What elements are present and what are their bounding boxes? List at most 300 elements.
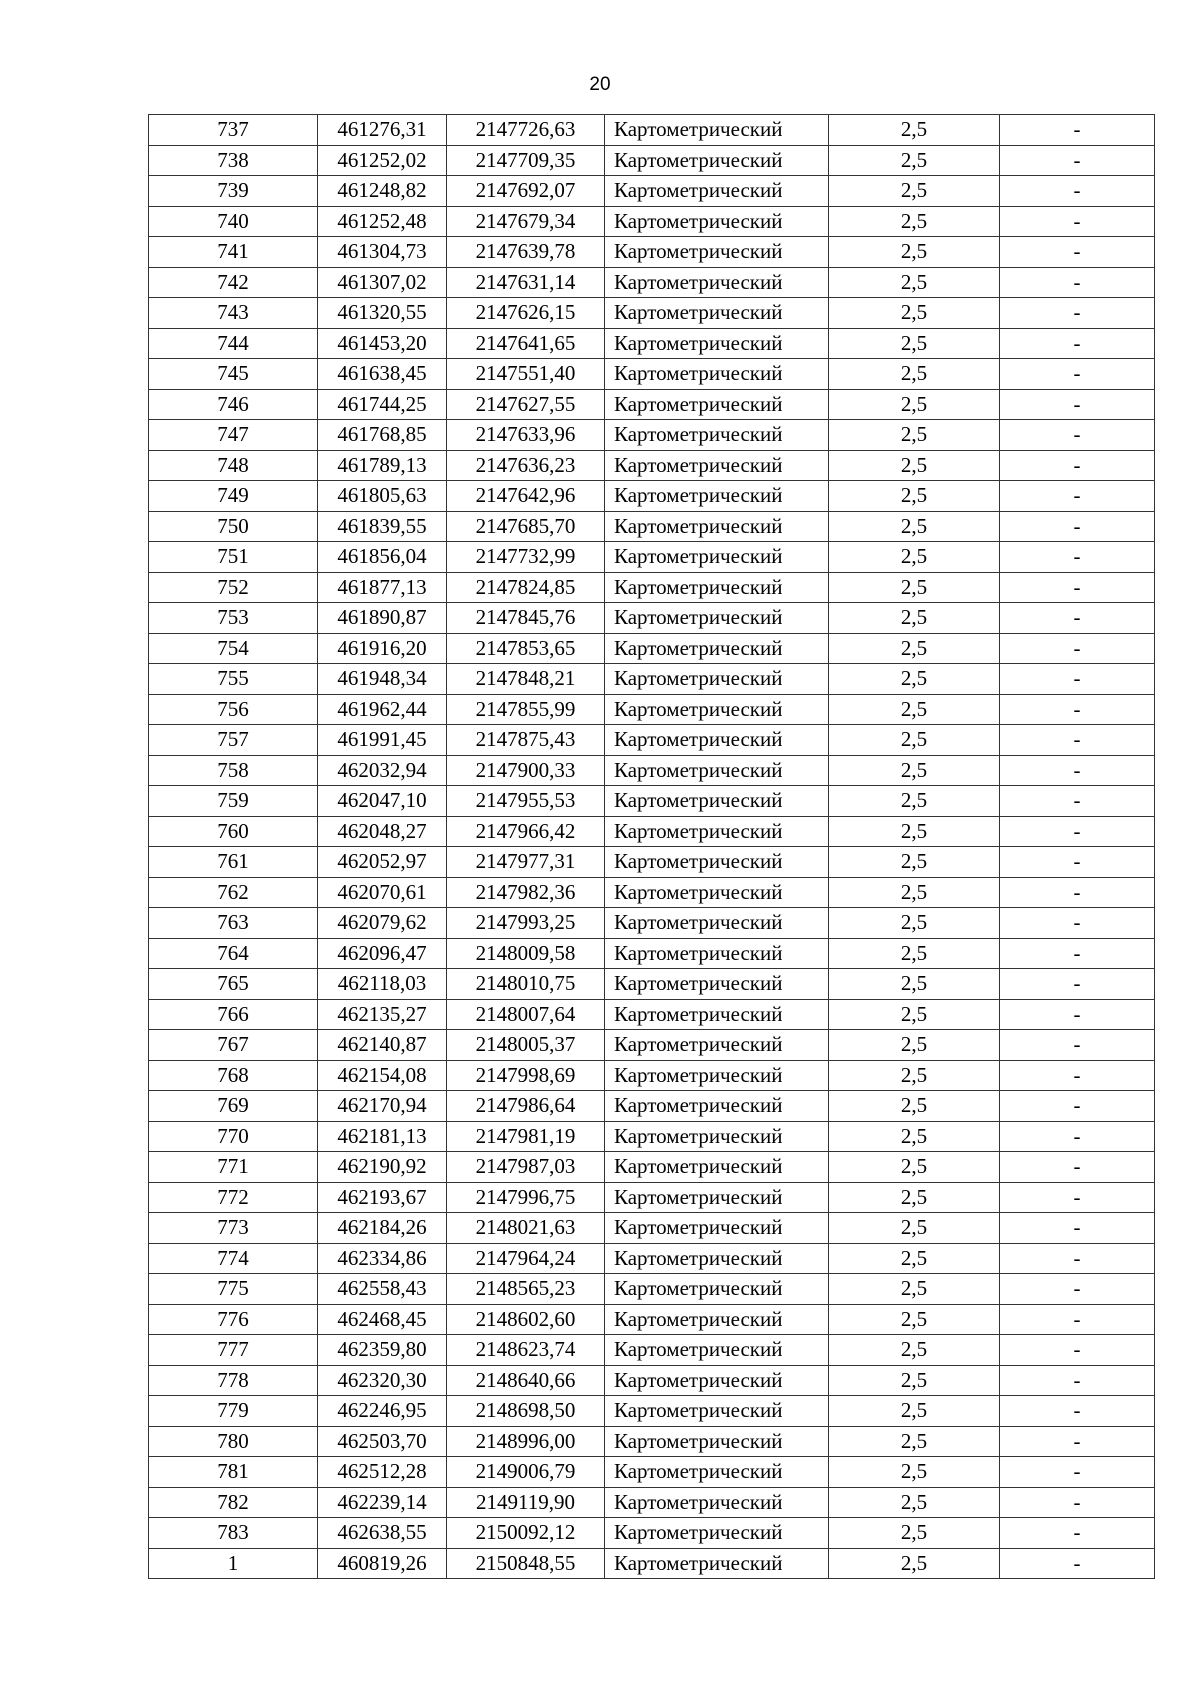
- table-row: [149, 1304, 1155, 1335]
- x-coordinate-cell: 462320,30: [318, 1365, 447, 1396]
- note-cell: -: [1000, 725, 1155, 756]
- x-coordinate-cell: 462181,13: [318, 1121, 447, 1152]
- point-number-cell: 774: [149, 1243, 318, 1274]
- method-cell: Картометрический: [605, 786, 829, 817]
- note-cell: -: [1000, 816, 1155, 847]
- x-coordinate-cell: 461805,63: [318, 481, 447, 512]
- note-cell: -: [1000, 1030, 1155, 1061]
- accuracy-cell: 2,5: [829, 1121, 1000, 1152]
- table-row: [149, 176, 1155, 207]
- point-number-cell: 755: [149, 664, 318, 695]
- method-cell: Картометрический: [605, 267, 829, 298]
- table-row: [149, 206, 1155, 237]
- method-cell: Картометрический: [605, 1060, 829, 1091]
- y-coordinate-cell: 2148009,58: [447, 938, 605, 969]
- point-number-cell: 746: [149, 389, 318, 420]
- y-coordinate-cell: 2147631,14: [447, 267, 605, 298]
- method-cell: Картометрический: [605, 206, 829, 237]
- point-number-cell: 775: [149, 1274, 318, 1305]
- y-coordinate-cell: 2147551,40: [447, 359, 605, 390]
- method-cell: Картометрический: [605, 511, 829, 542]
- method-cell: Картометрический: [605, 1213, 829, 1244]
- accuracy-cell: 2,5: [829, 1335, 1000, 1366]
- note-cell: -: [1000, 847, 1155, 878]
- y-coordinate-cell: 2147639,78: [447, 237, 605, 268]
- note-cell: -: [1000, 267, 1155, 298]
- x-coordinate-cell: 462334,86: [318, 1243, 447, 1274]
- table-row: [149, 877, 1155, 908]
- table-row: [149, 237, 1155, 268]
- x-coordinate-cell: 462048,27: [318, 816, 447, 847]
- method-cell: Картометрический: [605, 1182, 829, 1213]
- x-coordinate-cell: 462170,94: [318, 1091, 447, 1122]
- method-cell: Картометрический: [605, 1518, 829, 1549]
- x-coordinate-cell: 462190,92: [318, 1152, 447, 1183]
- accuracy-cell: 2,5: [829, 664, 1000, 695]
- x-coordinate-cell: 460819,26: [318, 1548, 447, 1579]
- note-cell: -: [1000, 359, 1155, 390]
- method-cell: Картометрический: [605, 542, 829, 573]
- y-coordinate-cell: 2147982,36: [447, 877, 605, 908]
- y-coordinate-cell: 2147848,21: [447, 664, 605, 695]
- accuracy-cell: 2,5: [829, 1548, 1000, 1579]
- x-coordinate-cell: 462154,08: [318, 1060, 447, 1091]
- point-number-cell: 754: [149, 633, 318, 664]
- x-coordinate-cell: 462184,26: [318, 1213, 447, 1244]
- table-row: [149, 420, 1155, 451]
- table-row: [149, 1426, 1155, 1457]
- table-row: [149, 1243, 1155, 1274]
- method-cell: Картометрический: [605, 664, 829, 695]
- x-coordinate-cell: 461320,55: [318, 298, 447, 329]
- note-cell: -: [1000, 1091, 1155, 1122]
- method-cell: Картометрический: [605, 1365, 829, 1396]
- point-number-cell: 743: [149, 298, 318, 329]
- y-coordinate-cell: 2148021,63: [447, 1213, 605, 1244]
- point-number-cell: 737: [149, 115, 318, 146]
- y-coordinate-cell: 2147679,34: [447, 206, 605, 237]
- table-row: [149, 389, 1155, 420]
- point-number-cell: 747: [149, 420, 318, 451]
- point-number-cell: 782: [149, 1487, 318, 1518]
- method-cell: Картометрический: [605, 1091, 829, 1122]
- y-coordinate-cell: 2147955,53: [447, 786, 605, 817]
- point-number-cell: 767: [149, 1030, 318, 1061]
- coordinates-table-body: [149, 115, 1155, 1579]
- accuracy-cell: 2,5: [829, 267, 1000, 298]
- method-cell: Картометрический: [605, 938, 829, 969]
- y-coordinate-cell: 2147626,15: [447, 298, 605, 329]
- note-cell: -: [1000, 633, 1155, 664]
- note-cell: -: [1000, 206, 1155, 237]
- y-coordinate-cell: 2147964,24: [447, 1243, 605, 1274]
- point-number-cell: 756: [149, 694, 318, 725]
- note-cell: -: [1000, 420, 1155, 451]
- x-coordinate-cell: 461789,13: [318, 450, 447, 481]
- y-coordinate-cell: 2147966,42: [447, 816, 605, 847]
- point-number-cell: 778: [149, 1365, 318, 1396]
- table-row: [149, 1121, 1155, 1152]
- note-cell: -: [1000, 572, 1155, 603]
- note-cell: -: [1000, 938, 1155, 969]
- accuracy-cell: 2,5: [829, 847, 1000, 878]
- y-coordinate-cell: 2148623,74: [447, 1335, 605, 1366]
- point-number-cell: 742: [149, 267, 318, 298]
- x-coordinate-cell: 462096,47: [318, 938, 447, 969]
- accuracy-cell: 2,5: [829, 389, 1000, 420]
- table-row: [149, 1213, 1155, 1244]
- method-cell: Картометрический: [605, 877, 829, 908]
- table-row: [149, 298, 1155, 329]
- point-number-cell: 761: [149, 847, 318, 878]
- note-cell: -: [1000, 1304, 1155, 1335]
- method-cell: Картометрический: [605, 1487, 829, 1518]
- y-coordinate-cell: 2147987,03: [447, 1152, 605, 1183]
- accuracy-cell: 2,5: [829, 298, 1000, 329]
- method-cell: Картометрический: [605, 1426, 829, 1457]
- accuracy-cell: 2,5: [829, 908, 1000, 939]
- table-row: [149, 481, 1155, 512]
- note-cell: -: [1000, 511, 1155, 542]
- method-cell: Картометрический: [605, 1030, 829, 1061]
- table-row: [149, 1274, 1155, 1305]
- y-coordinate-cell: 2149006,79: [447, 1457, 605, 1488]
- x-coordinate-cell: 462140,87: [318, 1030, 447, 1061]
- x-coordinate-cell: 462638,55: [318, 1518, 447, 1549]
- accuracy-cell: 2,5: [829, 1152, 1000, 1183]
- accuracy-cell: 2,5: [829, 755, 1000, 786]
- method-cell: Картометрический: [605, 1304, 829, 1335]
- method-cell: Картометрический: [605, 237, 829, 268]
- table-row: [149, 938, 1155, 969]
- point-number-cell: 760: [149, 816, 318, 847]
- x-coordinate-cell: 461962,44: [318, 694, 447, 725]
- point-number-cell: 745: [149, 359, 318, 390]
- y-coordinate-cell: 2147732,99: [447, 542, 605, 573]
- point-number-cell: 753: [149, 603, 318, 634]
- y-coordinate-cell: 2147981,19: [447, 1121, 605, 1152]
- method-cell: Картометрический: [605, 847, 829, 878]
- y-coordinate-cell: 2147824,85: [447, 572, 605, 603]
- note-cell: -: [1000, 481, 1155, 512]
- point-number-cell: 757: [149, 725, 318, 756]
- y-coordinate-cell: 2147709,35: [447, 145, 605, 176]
- point-number-cell: 780: [149, 1426, 318, 1457]
- method-cell: Картометрический: [605, 1274, 829, 1305]
- method-cell: Картометрический: [605, 389, 829, 420]
- x-coordinate-cell: 462135,27: [318, 999, 447, 1030]
- x-coordinate-cell: 461948,34: [318, 664, 447, 695]
- y-coordinate-cell: 2147993,25: [447, 908, 605, 939]
- note-cell: -: [1000, 908, 1155, 939]
- x-coordinate-cell: 461744,25: [318, 389, 447, 420]
- y-coordinate-cell: 2147627,55: [447, 389, 605, 420]
- note-cell: -: [1000, 603, 1155, 634]
- y-coordinate-cell: 2147986,64: [447, 1091, 605, 1122]
- accuracy-cell: 2,5: [829, 999, 1000, 1030]
- x-coordinate-cell: 461768,85: [318, 420, 447, 451]
- y-coordinate-cell: 2148565,23: [447, 1274, 605, 1305]
- note-cell: -: [1000, 542, 1155, 573]
- note-cell: -: [1000, 237, 1155, 268]
- x-coordinate-cell: 462052,97: [318, 847, 447, 878]
- table-row: [149, 786, 1155, 817]
- table-row: [149, 1518, 1155, 1549]
- method-cell: Картометрический: [605, 603, 829, 634]
- point-number-cell: 750: [149, 511, 318, 542]
- note-cell: -: [1000, 298, 1155, 329]
- accuracy-cell: 2,5: [829, 359, 1000, 390]
- accuracy-cell: 2,5: [829, 1457, 1000, 1488]
- x-coordinate-cell: 461856,04: [318, 542, 447, 573]
- accuracy-cell: 2,5: [829, 176, 1000, 207]
- table-row: [149, 1457, 1155, 1488]
- x-coordinate-cell: 461252,48: [318, 206, 447, 237]
- point-number-cell: 781: [149, 1457, 318, 1488]
- y-coordinate-cell: 2147633,96: [447, 420, 605, 451]
- accuracy-cell: 2,5: [829, 694, 1000, 725]
- table-row: [149, 572, 1155, 603]
- x-coordinate-cell: 461839,55: [318, 511, 447, 542]
- accuracy-cell: 2,5: [829, 420, 1000, 451]
- x-coordinate-cell: 461453,20: [318, 328, 447, 359]
- coordinates-table: [148, 114, 1155, 1579]
- y-coordinate-cell: 2148005,37: [447, 1030, 605, 1061]
- table-row: [149, 908, 1155, 939]
- note-cell: -: [1000, 1335, 1155, 1366]
- x-coordinate-cell: 462118,03: [318, 969, 447, 1000]
- accuracy-cell: 2,5: [829, 1426, 1000, 1457]
- accuracy-cell: 2,5: [829, 206, 1000, 237]
- note-cell: -: [1000, 145, 1155, 176]
- accuracy-cell: 2,5: [829, 1365, 1000, 1396]
- table-row: [149, 999, 1155, 1030]
- accuracy-cell: 2,5: [829, 481, 1000, 512]
- table-row: [149, 145, 1155, 176]
- point-number-cell: 759: [149, 786, 318, 817]
- method-cell: Картометрический: [605, 755, 829, 786]
- method-cell: Картометрический: [605, 1396, 829, 1427]
- x-coordinate-cell: 462359,80: [318, 1335, 447, 1366]
- accuracy-cell: 2,5: [829, 969, 1000, 1000]
- table-row: [149, 1487, 1155, 1518]
- note-cell: -: [1000, 1182, 1155, 1213]
- method-cell: Картометрический: [605, 328, 829, 359]
- accuracy-cell: 2,5: [829, 1396, 1000, 1427]
- method-cell: Картометрический: [605, 176, 829, 207]
- method-cell: Картометрический: [605, 420, 829, 451]
- table-row: [149, 847, 1155, 878]
- accuracy-cell: 2,5: [829, 572, 1000, 603]
- x-coordinate-cell: 462512,28: [318, 1457, 447, 1488]
- table-row: [149, 1030, 1155, 1061]
- method-cell: Картометрический: [605, 115, 829, 146]
- point-number-cell: 752: [149, 572, 318, 603]
- y-coordinate-cell: 2148602,60: [447, 1304, 605, 1335]
- point-number-cell: 764: [149, 938, 318, 969]
- y-coordinate-cell: 2147845,76: [447, 603, 605, 634]
- point-number-cell: 751: [149, 542, 318, 573]
- x-coordinate-cell: 461890,87: [318, 603, 447, 634]
- point-number-cell: 766: [149, 999, 318, 1030]
- x-coordinate-cell: 461276,31: [318, 115, 447, 146]
- y-coordinate-cell: 2149119,90: [447, 1487, 605, 1518]
- note-cell: -: [1000, 969, 1155, 1000]
- method-cell: Картометрический: [605, 1121, 829, 1152]
- point-number-cell: 749: [149, 481, 318, 512]
- y-coordinate-cell: 2148996,00: [447, 1426, 605, 1457]
- y-coordinate-cell: 2147996,75: [447, 1182, 605, 1213]
- y-coordinate-cell: 2147642,96: [447, 481, 605, 512]
- accuracy-cell: 2,5: [829, 145, 1000, 176]
- y-coordinate-cell: 2147855,99: [447, 694, 605, 725]
- y-coordinate-cell: 2148698,50: [447, 1396, 605, 1427]
- table-row: [149, 1396, 1155, 1427]
- table-row: [149, 1548, 1155, 1579]
- point-number-cell: 739: [149, 176, 318, 207]
- method-cell: Картометрический: [605, 481, 829, 512]
- note-cell: -: [1000, 1548, 1155, 1579]
- point-number-cell: 762: [149, 877, 318, 908]
- point-number-cell: 763: [149, 908, 318, 939]
- table-row: [149, 1152, 1155, 1183]
- x-coordinate-cell: 462503,70: [318, 1426, 447, 1457]
- accuracy-cell: 2,5: [829, 786, 1000, 817]
- method-cell: Картометрический: [605, 633, 829, 664]
- accuracy-cell: 2,5: [829, 938, 1000, 969]
- y-coordinate-cell: 2147641,65: [447, 328, 605, 359]
- note-cell: -: [1000, 1243, 1155, 1274]
- note-cell: -: [1000, 877, 1155, 908]
- accuracy-cell: 2,5: [829, 1030, 1000, 1061]
- accuracy-cell: 2,5: [829, 1060, 1000, 1091]
- table-row: [149, 664, 1155, 695]
- note-cell: -: [1000, 389, 1155, 420]
- accuracy-cell: 2,5: [829, 633, 1000, 664]
- table-row: [149, 511, 1155, 542]
- x-coordinate-cell: 462032,94: [318, 755, 447, 786]
- table-row: [149, 1091, 1155, 1122]
- note-cell: -: [1000, 176, 1155, 207]
- point-number-cell: 1: [149, 1548, 318, 1579]
- y-coordinate-cell: 2148640,66: [447, 1365, 605, 1396]
- table-row: [149, 1365, 1155, 1396]
- y-coordinate-cell: 2148007,64: [447, 999, 605, 1030]
- y-coordinate-cell: 2147692,07: [447, 176, 605, 207]
- method-cell: Картометрический: [605, 359, 829, 390]
- point-number-cell: 765: [149, 969, 318, 1000]
- x-coordinate-cell: 462193,67: [318, 1182, 447, 1213]
- table-row: [149, 603, 1155, 634]
- accuracy-cell: 2,5: [829, 1274, 1000, 1305]
- method-cell: Картометрический: [605, 694, 829, 725]
- note-cell: -: [1000, 1213, 1155, 1244]
- point-number-cell: 769: [149, 1091, 318, 1122]
- table-row: [149, 1335, 1155, 1366]
- note-cell: -: [1000, 694, 1155, 725]
- method-cell: Картометрический: [605, 969, 829, 1000]
- y-coordinate-cell: 2147998,69: [447, 1060, 605, 1091]
- x-coordinate-cell: 461877,13: [318, 572, 447, 603]
- table-row: [149, 694, 1155, 725]
- x-coordinate-cell: 462558,43: [318, 1274, 447, 1305]
- accuracy-cell: 2,5: [829, 1304, 1000, 1335]
- note-cell: -: [1000, 1365, 1155, 1396]
- point-number-cell: 768: [149, 1060, 318, 1091]
- y-coordinate-cell: 2147900,33: [447, 755, 605, 786]
- note-cell: -: [1000, 450, 1155, 481]
- accuracy-cell: 2,5: [829, 328, 1000, 359]
- point-number-cell: 777: [149, 1335, 318, 1366]
- table-row: [149, 542, 1155, 573]
- x-coordinate-cell: 462246,95: [318, 1396, 447, 1427]
- table-row: [149, 725, 1155, 756]
- note-cell: -: [1000, 786, 1155, 817]
- table-row: [149, 450, 1155, 481]
- accuracy-cell: 2,5: [829, 603, 1000, 634]
- accuracy-cell: 2,5: [829, 1182, 1000, 1213]
- point-number-cell: 741: [149, 237, 318, 268]
- table-row: [149, 267, 1155, 298]
- x-coordinate-cell: 462468,45: [318, 1304, 447, 1335]
- x-coordinate-cell: 461248,82: [318, 176, 447, 207]
- method-cell: Картометрический: [605, 145, 829, 176]
- point-number-cell: 773: [149, 1213, 318, 1244]
- table-row: [149, 328, 1155, 359]
- point-number-cell: 740: [149, 206, 318, 237]
- accuracy-cell: 2,5: [829, 237, 1000, 268]
- y-coordinate-cell: 2147726,63: [447, 115, 605, 146]
- accuracy-cell: 2,5: [829, 816, 1000, 847]
- method-cell: Картометрический: [605, 725, 829, 756]
- note-cell: -: [1000, 115, 1155, 146]
- note-cell: -: [1000, 328, 1155, 359]
- point-number-cell: 738: [149, 145, 318, 176]
- x-coordinate-cell: 461638,45: [318, 359, 447, 390]
- method-cell: Картометрический: [605, 816, 829, 847]
- note-cell: -: [1000, 1487, 1155, 1518]
- note-cell: -: [1000, 1396, 1155, 1427]
- point-number-cell: 748: [149, 450, 318, 481]
- x-coordinate-cell: 462047,10: [318, 786, 447, 817]
- accuracy-cell: 2,5: [829, 1518, 1000, 1549]
- method-cell: Картометрический: [605, 572, 829, 603]
- note-cell: -: [1000, 1426, 1155, 1457]
- point-number-cell: 772: [149, 1182, 318, 1213]
- y-coordinate-cell: 2150092,12: [447, 1518, 605, 1549]
- method-cell: Картометрический: [605, 908, 829, 939]
- point-number-cell: 744: [149, 328, 318, 359]
- y-coordinate-cell: 2147977,31: [447, 847, 605, 878]
- x-coordinate-cell: 462070,61: [318, 877, 447, 908]
- note-cell: -: [1000, 1152, 1155, 1183]
- note-cell: -: [1000, 664, 1155, 695]
- y-coordinate-cell: 2147853,65: [447, 633, 605, 664]
- table-row: [149, 1182, 1155, 1213]
- x-coordinate-cell: 461991,45: [318, 725, 447, 756]
- method-cell: Картометрический: [605, 999, 829, 1030]
- accuracy-cell: 2,5: [829, 1213, 1000, 1244]
- accuracy-cell: 2,5: [829, 725, 1000, 756]
- accuracy-cell: 2,5: [829, 115, 1000, 146]
- table-row: [149, 969, 1155, 1000]
- x-coordinate-cell: 462239,14: [318, 1487, 447, 1518]
- point-number-cell: 779: [149, 1396, 318, 1427]
- note-cell: -: [1000, 1060, 1155, 1091]
- x-coordinate-cell: 461252,02: [318, 145, 447, 176]
- table-row: [149, 755, 1155, 786]
- point-number-cell: 758: [149, 755, 318, 786]
